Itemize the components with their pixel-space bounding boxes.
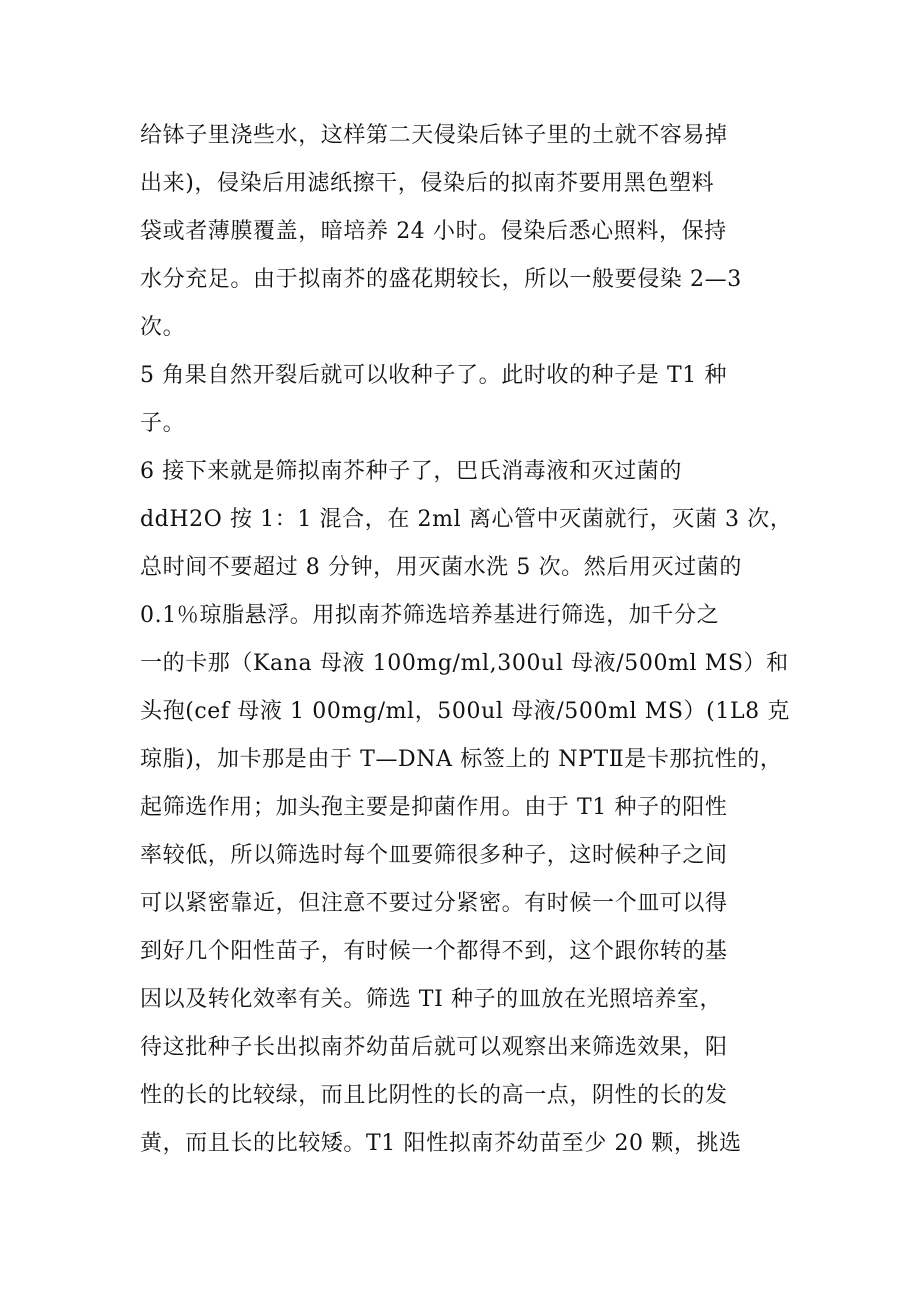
text-line: 5 角果自然开裂后就可以收种子了。此时收的种子是 T1 种: [140, 363, 728, 388]
text-line: 次。: [140, 315, 186, 340]
text-line: 因以及转化效率有关。筛选 TI 种子的皿放在光照培养室，: [140, 987, 723, 1012]
text-line: 给钵子里浇些水，这样第二天侵染后钵子里的土就不容易掉: [140, 123, 728, 148]
text-line: 起筛选作用；加头孢主要是抑菌作用。由于 T1 种子的阳性: [140, 795, 728, 820]
text-line: 率较低，所以筛选时每个皿要筛很多种子，这时候种子之间: [140, 843, 728, 868]
text-line: ddH2O 按 1：1 混合，在 2ml 离心管中灭菌就行，灭菌 3 次，: [140, 507, 793, 532]
text-line: 水分充足。由于拟南芥的盛花期较长，所以一般要侵染 2—3: [140, 267, 742, 292]
text-line: 子。: [140, 411, 186, 436]
text-line: 袋或者薄膜覆盖，暗培养 24 小时。侵染后悉心照料，保持: [140, 219, 727, 244]
text-line: 6 接下来就是筛拟南芥种子了，巴氏消毒液和灭过菌的: [140, 459, 682, 484]
text-line: 待这批种子长出拟南芥幼苗后就可以观察出来筛选效果，阳: [140, 1035, 728, 1060]
text-line: 出来)，侵染后用滤纸擦干，侵染后的拟南芥要用黑色塑料: [140, 171, 715, 196]
text-line: 黄，而且长的比较矮。T1 阳性拟南芥幼苗至少 20 颗，挑选: [140, 1131, 742, 1156]
text-line: 总时间不要超过 8 分钟，用灭菌水洗 5 次。然后用灭过菌的: [140, 555, 742, 580]
text-line: 可以紧密靠近，但注意不要过分紧密。有时候一个皿可以得: [140, 891, 728, 916]
text-line: 性的长的比较绿，而且比阴性的长的高一点，阴性的长的发: [140, 1083, 728, 1108]
text-line: 0.1％琼脂悬浮。用拟南芥筛选培养基进行筛选，加千分之: [140, 603, 720, 628]
text-line: 到好几个阳性苗子，有时候一个都得不到，这个跟你转的基: [140, 939, 728, 964]
text-line: 一的卡那（Kana 母液 100mg/ml,300ul 母液/500ml MS）和: [140, 651, 789, 676]
text-line: 头孢(cef 母液 1 00mg/ml，500ul 母液/500ml MS）(1L8 克: [140, 699, 790, 724]
text-line: 琼脂)，加卡那是由于 T—DNA 标签上的 NPTⅡ是卡那抗性的，: [140, 747, 783, 772]
